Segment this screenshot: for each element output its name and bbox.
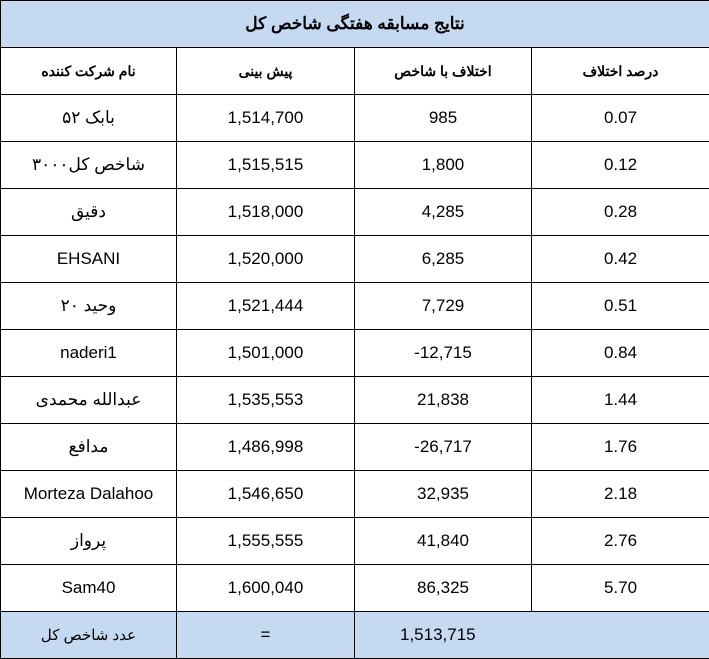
percent-value: 0.51	[532, 283, 709, 330]
difference-value: 21,838	[355, 377, 532, 424]
table-row	[1, 330, 709, 377]
forecast-value: 1,535,553	[177, 377, 355, 424]
header-row	[1, 48, 709, 95]
percent-value: 0.12	[532, 142, 709, 189]
difference-value: 985	[355, 95, 532, 142]
difference-value: 86,325	[355, 565, 532, 612]
table-row	[1, 283, 709, 330]
header-difference: اختلاف با شاخص	[355, 48, 532, 95]
participant-name: مدافع	[1, 424, 177, 471]
difference-value: 4,285	[355, 189, 532, 236]
percent-value: 0.07	[532, 95, 709, 142]
forecast-value: 1,600,040	[177, 565, 355, 612]
header-percent: درصد اختلاف	[532, 48, 709, 95]
forecast-value: 1,486,998	[177, 424, 355, 471]
difference-value: 7,729	[355, 283, 532, 330]
participant-name: Sam40	[1, 565, 177, 612]
table-row	[1, 471, 709, 518]
forecast-value: 1,518,000	[177, 189, 355, 236]
table-row	[1, 236, 709, 283]
index-value: 1,513,715	[355, 612, 709, 659]
footer-row	[1, 612, 709, 659]
title-row	[1, 1, 709, 48]
percent-value: 5.70	[532, 565, 709, 612]
participant-name: وحید ۲۰	[1, 283, 177, 330]
table-title: نتایج مسابقه هفتگی شاخص کل	[1, 1, 709, 48]
table-row	[1, 424, 709, 471]
percent-value: 0.84	[532, 330, 709, 377]
forecast-value: 1,514,700	[177, 95, 355, 142]
percent-value: 2.18	[532, 471, 709, 518]
participant-name: EHSANI	[1, 236, 177, 283]
forecast-value: 1,546,650	[177, 471, 355, 518]
percent-value: 2.76	[532, 518, 709, 565]
header-forecast: پیش بینی	[177, 48, 355, 95]
table-row	[1, 518, 709, 565]
percent-value: 0.28	[532, 189, 709, 236]
table-row	[1, 189, 709, 236]
participant-name: Morteza Dalahoo	[1, 471, 177, 518]
percent-value: 1.76	[532, 424, 709, 471]
difference-value: 41,840	[355, 518, 532, 565]
participant-name: پرواز	[1, 518, 177, 565]
forecast-value: 1,515,515	[177, 142, 355, 189]
table-row	[1, 377, 709, 424]
participant-name: شاخص کل۳۰۰۰	[1, 142, 177, 189]
forecast-value: 1,520,000	[177, 236, 355, 283]
index-label: عدد شاخص کل	[1, 612, 177, 659]
forecast-value: 1,501,000	[177, 330, 355, 377]
difference-value: -26,717	[355, 424, 532, 471]
difference-value: 32,935	[355, 471, 532, 518]
table-row	[1, 142, 709, 189]
percent-value: 0.42	[532, 236, 709, 283]
table-row	[1, 565, 709, 612]
percent-value: 1.44	[532, 377, 709, 424]
participant-name: عبدالله محمدی	[1, 377, 177, 424]
forecast-value: 1,521,444	[177, 283, 355, 330]
forecast-value: 1,555,555	[177, 518, 355, 565]
equals-sign: =	[177, 612, 355, 659]
header-name: نام شرکت کننده	[1, 48, 177, 95]
difference-value: 1,800	[355, 142, 532, 189]
table-row	[1, 95, 709, 142]
participant-name: naderi1	[1, 330, 177, 377]
difference-value: 6,285	[355, 236, 532, 283]
participant-name: دقیق	[1, 189, 177, 236]
difference-value: -12,715	[355, 330, 532, 377]
participant-name: بابک ۵۲	[1, 95, 177, 142]
